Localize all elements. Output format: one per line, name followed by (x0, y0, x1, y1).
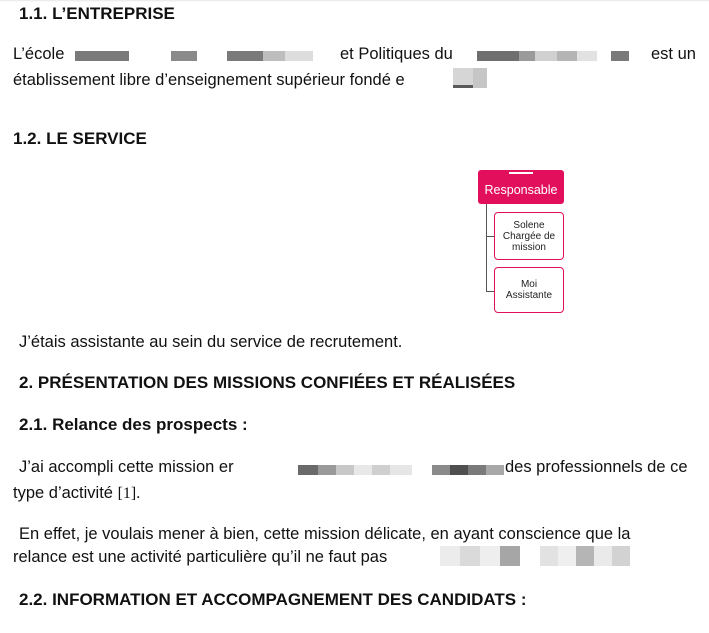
org-chart-head: Responsable (478, 175, 564, 204)
heading-relance: 2.1. Relance des prospects : (19, 415, 248, 434)
footnote-reference[interactable]: [1]. (117, 485, 141, 502)
paragraph-ecole-end: est un (651, 45, 696, 63)
redacted-text (298, 465, 504, 475)
paragraph-ecole-start: L’école (13, 45, 65, 63)
org-chart-box-moi (494, 267, 564, 313)
paragraph-relance-start: J’ai accompli cette mission er (19, 458, 234, 476)
paragraph-effet-line1: En effet, je voulais mener à bien, cette mission délicate, en ayant conscience que la (19, 525, 631, 543)
paragraph-relance-end: des professionnels de ce (505, 458, 688, 476)
relance-line2-text: type d’activité (13, 484, 113, 502)
redacted-text (477, 51, 629, 61)
org-box-role: Assistante (505, 290, 553, 301)
redacted-text (440, 546, 640, 566)
heading-entreprise: 1.1. L’ENTREPRISE (19, 4, 175, 23)
paragraph-ecole-middle: et Politiques du (340, 45, 453, 63)
redacted-text (75, 51, 335, 61)
redacted-text (445, 68, 495, 88)
paragraph-effet-line2: relance est une activité particulière qu’il ne faut pas (13, 548, 388, 566)
page-top-edge (0, 0, 709, 2)
org-connector-line (486, 291, 494, 292)
org-connector-line (486, 236, 494, 237)
heading-service: 1.2. LE SERVICE (13, 129, 147, 148)
org-box-name: Moi (520, 279, 538, 290)
org-box-role: Chargée de mission (502, 230, 556, 253)
org-chart-box-solene (494, 212, 564, 260)
heading-missions: 2. PRÉSENTATION DES MISSIONS CONFIÉES ET RÉALISÉES (19, 373, 516, 392)
paragraph-relance-line2 (13, 484, 140, 503)
org-connector-line (486, 204, 487, 292)
paragraph-service: J’étais assistante au sein du service de recrutement. (19, 333, 403, 351)
paragraph-ecole-line2: établissement libre d’enseignement supérieur fondé e (13, 71, 405, 89)
heading-information: 2.2. INFORMATION ET ACCOMPAGNEMENT DES CANDIDATS : (19, 590, 527, 609)
org-box-name: Solene (513, 219, 545, 231)
